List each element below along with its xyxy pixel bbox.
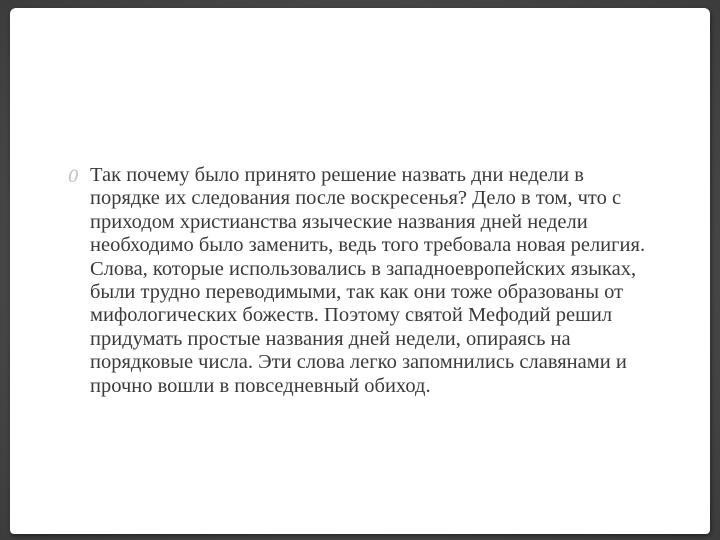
bullet-marker-icon: 0 (68, 167, 79, 187)
body-paragraph: Так почему было принято решение назвать дни недели в порядке их следования после воскресенья? Дело в том, что с приходом христианства языческие названия дней недели необходимо было заменить, ведь того требовала новая религия. Слова, которые использовались в западноевропейских языках, были трудно переводимыми, так как они тоже образованы от мифологических божеств. Поэтому святой Мефодий решил придумать простые названия дней недели, опираясь на порядковые числа. Эти слова легко запомнились славянами и прочно вошли в повседневный обиход. (90, 164, 646, 397)
bullet-item (68, 164, 648, 398)
slide-canvas (10, 8, 710, 534)
slide-content (68, 164, 648, 398)
